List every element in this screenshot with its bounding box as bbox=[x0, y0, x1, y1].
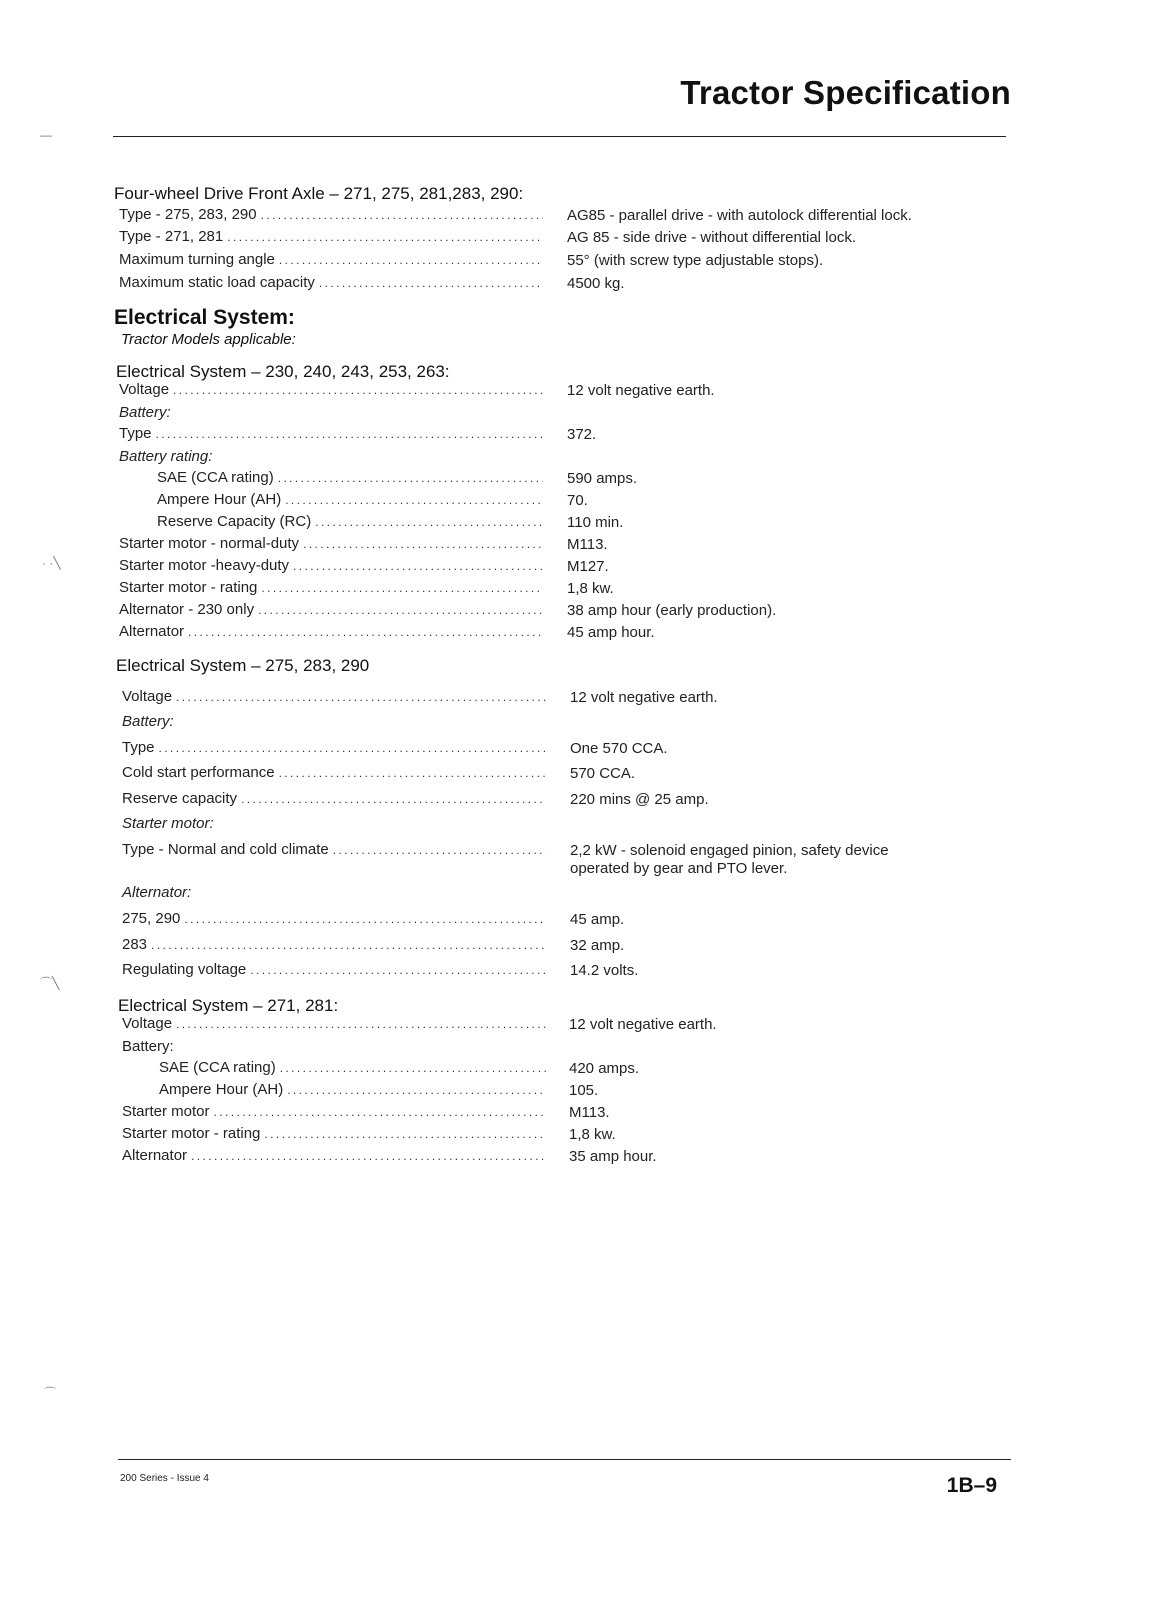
spec-value: 12 volt negative earth. bbox=[569, 1016, 717, 1033]
spec-row bbox=[119, 601, 549, 623]
section-title-electrical: Electrical System: bbox=[114, 306, 295, 329]
spec-value: 12 volt negative earth. bbox=[570, 689, 718, 706]
spec-value: 590 amps. bbox=[567, 470, 638, 487]
footer-series-issue: 200 Series - Issue 4 bbox=[120, 1473, 209, 1484]
models-note: Tractor Models applicable: bbox=[121, 331, 296, 348]
spec-value: 12 volt negative earth. bbox=[567, 382, 715, 399]
spec-value: 45 amp. bbox=[570, 911, 625, 928]
spec-label: SAE (CCA rating) bbox=[159, 1059, 276, 1076]
spec-label: Type bbox=[119, 425, 152, 442]
spec-value: 32 amp. bbox=[570, 937, 625, 954]
spec-value: 1,8 kw. bbox=[567, 580, 614, 597]
section-heading-front-axle: Four-wheel Drive Front Axle – 271, 275, 281,283, 290: bbox=[114, 184, 524, 203]
margin-mark: ⌒╲ bbox=[40, 976, 60, 990]
spec-label: Starter motor - rating bbox=[122, 1125, 261, 1142]
spec-label: Starter motor -heavy-duty bbox=[119, 557, 290, 574]
page-number: 1B–9 bbox=[946, 1474, 997, 1497]
spec-label: Alternator bbox=[119, 623, 185, 640]
spec-label: Type - 271, 281 bbox=[119, 228, 224, 245]
section-heading-system-1: Electrical System – 230, 240, 243, 253, 263: bbox=[116, 362, 450, 381]
spec-value: 420 amps. bbox=[569, 1060, 640, 1077]
spec-row bbox=[119, 557, 549, 579]
spec-row bbox=[119, 579, 549, 601]
spec-label: 275, 290 bbox=[122, 910, 181, 927]
spec-row bbox=[119, 623, 549, 645]
spec-row bbox=[159, 1059, 552, 1081]
spec-value: M113. bbox=[567, 536, 608, 553]
spec-label: Voltage bbox=[122, 1015, 173, 1032]
spec-row bbox=[119, 251, 549, 273]
margin-mark: · ·╲ bbox=[42, 556, 61, 570]
header-rule bbox=[113, 136, 1006, 137]
spec-value: 105. bbox=[569, 1082, 599, 1099]
spec-value: 2,2 kW - solenoid engaged pinion, safety device bbox=[570, 842, 889, 859]
spec-row bbox=[119, 535, 549, 557]
subheading-battery: Battery: bbox=[119, 404, 171, 421]
spec-value: 570 CCA. bbox=[570, 765, 636, 782]
subheading-battery: Battery: bbox=[122, 713, 174, 730]
spec-row bbox=[122, 961, 552, 983]
spec-row bbox=[122, 1103, 552, 1125]
spec-value: 70. bbox=[567, 492, 588, 509]
spec-row bbox=[122, 910, 552, 932]
spec-label: Type - 275, 283, 290 bbox=[119, 206, 257, 223]
spec-row bbox=[122, 936, 552, 958]
spec-value: 1,8 kw. bbox=[569, 1126, 616, 1143]
spec-value: AG85 - parallel drive - with autolock differential lock. bbox=[567, 207, 912, 224]
spec-label: Maximum static load capacity bbox=[119, 274, 315, 291]
spec-row bbox=[159, 1081, 552, 1103]
spec-value: M127. bbox=[567, 558, 609, 575]
spec-value: M113. bbox=[569, 1104, 610, 1121]
spec-row bbox=[119, 274, 549, 296]
spec-label: Ampere Hour (AH) bbox=[159, 1081, 284, 1098]
spec-row bbox=[122, 1015, 552, 1037]
spec-row bbox=[119, 425, 549, 447]
subheading-starter-motor: Starter motor: bbox=[122, 815, 214, 832]
spec-value: 55° (with screw type adjustable stops). bbox=[567, 252, 824, 269]
spec-label: Starter motor - normal-duty bbox=[119, 535, 300, 552]
spec-row bbox=[122, 790, 552, 812]
spec-label: Type bbox=[122, 739, 155, 756]
spec-value: 4500 kg. bbox=[567, 275, 625, 292]
margin-mark: — bbox=[40, 128, 52, 142]
spec-row bbox=[122, 688, 552, 710]
spec-label: Alternator - 230 only bbox=[119, 601, 255, 618]
spec-row bbox=[122, 764, 552, 786]
spec-row bbox=[157, 513, 549, 535]
spec-label: Regulating voltage bbox=[122, 961, 247, 978]
spec-label: Voltage bbox=[122, 688, 173, 705]
spec-label: Starter motor - rating bbox=[119, 579, 258, 596]
spec-row bbox=[122, 841, 552, 863]
spec-row bbox=[122, 1125, 552, 1147]
spec-value: AG 85 - side drive - without differential lock. bbox=[567, 229, 857, 246]
subheading-alternator: Alternator: bbox=[122, 884, 192, 901]
spec-row bbox=[119, 206, 549, 228]
subheading-battery-rating: Battery rating: bbox=[119, 448, 213, 465]
spec-value: 38 amp hour (early production). bbox=[567, 602, 777, 619]
spec-label: Reserve Capacity (RC) bbox=[157, 513, 312, 530]
spec-value: 35 amp hour. bbox=[569, 1148, 657, 1165]
page-title: Tractor Specification bbox=[680, 74, 1011, 111]
section-heading-system-3: Electrical System – 271, 281: bbox=[118, 996, 339, 1015]
spec-value: 220 mins @ 25 amp. bbox=[570, 791, 709, 808]
spec-label: Starter motor bbox=[122, 1103, 210, 1120]
spec-label: Voltage bbox=[119, 381, 170, 398]
spec-value: 14.2 volts. bbox=[570, 962, 639, 979]
spec-value: 372. bbox=[567, 426, 597, 443]
spec-value: 110 min. bbox=[567, 514, 624, 531]
spec-row bbox=[119, 228, 549, 250]
spec-label: Maximum turning angle bbox=[119, 251, 275, 268]
spec-row bbox=[157, 491, 549, 513]
spec-label: Cold start performance bbox=[122, 764, 275, 781]
section-heading-system-2: Electrical System – 275, 283, 290 bbox=[116, 656, 370, 675]
spec-label: SAE (CCA rating) bbox=[157, 469, 274, 486]
spec-label: Type - Normal and cold climate bbox=[122, 841, 329, 858]
margin-mark: ⌒ bbox=[44, 1386, 57, 1400]
spec-row bbox=[122, 739, 552, 761]
spec-row bbox=[122, 1147, 552, 1169]
spec-row bbox=[157, 469, 549, 491]
spec-value: One 570 CCA. bbox=[570, 740, 668, 757]
spec-label: 283 bbox=[122, 936, 148, 953]
spec-row bbox=[119, 381, 549, 403]
spec-label: Alternator bbox=[122, 1147, 188, 1164]
spec-label: Ampere Hour (AH) bbox=[157, 491, 282, 508]
spec-value: 45 amp hour. bbox=[567, 624, 655, 641]
spec-value: operated by gear and PTO lever. bbox=[570, 860, 788, 877]
subheading-battery: Battery: bbox=[122, 1038, 174, 1055]
spec-label: Reserve capacity bbox=[122, 790, 238, 807]
footer-rule bbox=[118, 1459, 1011, 1460]
